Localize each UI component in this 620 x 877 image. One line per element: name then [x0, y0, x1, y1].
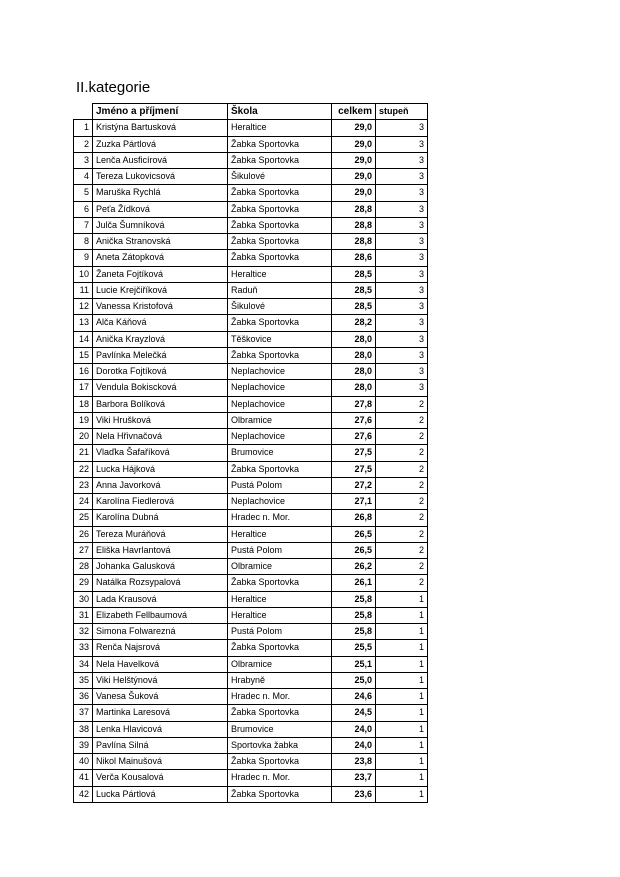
- row-school: Neplachovice: [228, 494, 332, 510]
- row-school: Olbramice: [228, 412, 332, 428]
- row-number: 13: [74, 315, 93, 331]
- table-row: [74, 721, 428, 737]
- row-school: Heraltice: [228, 266, 332, 282]
- row-total: 25,8: [332, 607, 376, 623]
- row-school: Žabka Sportovka: [228, 136, 332, 152]
- row-name: Renča Najsrová: [93, 640, 228, 656]
- row-name: Elizabeth Fellbaumová: [93, 607, 228, 623]
- table-row: [74, 152, 428, 168]
- row-name: Karolína Fiedlerová: [93, 494, 228, 510]
- table-row: [74, 331, 428, 347]
- row-name: Vendula Bokiscková: [93, 380, 228, 396]
- table-row: [74, 656, 428, 672]
- row-grade: 1: [376, 754, 428, 770]
- row-grade: 1: [376, 656, 428, 672]
- row-name: Vanesa Šuková: [93, 689, 228, 705]
- row-grade: 1: [376, 770, 428, 786]
- row-number: 29: [74, 575, 93, 591]
- row-name: Simona Folwarezná: [93, 624, 228, 640]
- row-name: Viki Hrušková: [93, 412, 228, 428]
- row-grade: 3: [376, 169, 428, 185]
- row-school: Žabka Sportovka: [228, 315, 332, 331]
- row-name: Martinka Laresová: [93, 705, 228, 721]
- row-name: Peťa Žídková: [93, 201, 228, 217]
- row-grade: 1: [376, 786, 428, 802]
- row-name: Lenka Hlavicová: [93, 721, 228, 737]
- row-grade: 2: [376, 510, 428, 526]
- row-total: 25,1: [332, 656, 376, 672]
- header-total: celkem: [332, 104, 376, 120]
- row-number: 26: [74, 526, 93, 542]
- table-row: [74, 412, 428, 428]
- row-name: Lucka Hájková: [93, 461, 228, 477]
- row-name: Karolína Dubná: [93, 510, 228, 526]
- row-grade: 1: [376, 607, 428, 623]
- row-school: Pustá Polom: [228, 542, 332, 558]
- table-row: [74, 689, 428, 705]
- row-grade: 1: [376, 624, 428, 640]
- row-number: 7: [74, 217, 93, 233]
- table-row: [74, 754, 428, 770]
- row-number: 21: [74, 445, 93, 461]
- row-grade: 3: [376, 299, 428, 315]
- row-total: 28,8: [332, 201, 376, 217]
- table-row: [74, 607, 428, 623]
- row-total: 29,0: [332, 136, 376, 152]
- row-name: Vanessa Kristofová: [93, 299, 228, 315]
- row-school: Neplachovice: [228, 396, 332, 412]
- row-school: Neplachovice: [228, 380, 332, 396]
- table-row: [74, 396, 428, 412]
- row-school: Žabka Sportovka: [228, 152, 332, 168]
- row-name: Johanka Galusková: [93, 559, 228, 575]
- row-school: Žabka Sportovka: [228, 250, 332, 266]
- row-number: 3: [74, 152, 93, 168]
- row-grade: 3: [376, 331, 428, 347]
- results-table: [73, 103, 428, 803]
- row-total: 27,5: [332, 461, 376, 477]
- row-total: 28,5: [332, 299, 376, 315]
- row-total: 28,0: [332, 331, 376, 347]
- row-school: Hradec n. Mor.: [228, 689, 332, 705]
- row-name: Verča Kousalová: [93, 770, 228, 786]
- row-school: Těškovice: [228, 331, 332, 347]
- table-row: [74, 461, 428, 477]
- table-row: [74, 315, 428, 331]
- row-grade: 3: [376, 120, 428, 136]
- row-grade: 1: [376, 737, 428, 753]
- row-name: Žaneta Fojtíková: [93, 266, 228, 282]
- row-grade: 3: [376, 152, 428, 168]
- table-row: [74, 477, 428, 493]
- row-number: 28: [74, 559, 93, 575]
- row-number: 23: [74, 477, 93, 493]
- table-row: [74, 705, 428, 721]
- table-row: [74, 250, 428, 266]
- header-number: [74, 104, 93, 120]
- row-total: 26,8: [332, 510, 376, 526]
- row-number: 31: [74, 607, 93, 623]
- table-row: [74, 526, 428, 542]
- row-school: Žabka Sportovka: [228, 640, 332, 656]
- row-school: Hradec n. Mor.: [228, 510, 332, 526]
- row-number: 6: [74, 201, 93, 217]
- row-number: 1: [74, 120, 93, 136]
- row-name: Kristýna Bartusková: [93, 120, 228, 136]
- row-number: 37: [74, 705, 93, 721]
- row-total: 28,0: [332, 347, 376, 363]
- row-number: 25: [74, 510, 93, 526]
- row-school: Sportovka žabka: [228, 737, 332, 753]
- row-number: 35: [74, 672, 93, 688]
- row-school: Žabka Sportovka: [228, 786, 332, 802]
- row-grade: 3: [376, 266, 428, 282]
- row-name: Julča Šumníková: [93, 217, 228, 233]
- header-school: Škola: [228, 104, 332, 120]
- table-row: [74, 559, 428, 575]
- table-row: [74, 347, 428, 363]
- table-row: [74, 380, 428, 396]
- row-name: Lucka Pártlová: [93, 786, 228, 802]
- table-row: [74, 185, 428, 201]
- row-grade: 3: [376, 282, 428, 298]
- row-school: Žabka Sportovka: [228, 461, 332, 477]
- row-grade: 3: [376, 185, 428, 201]
- row-name: Nela Havelková: [93, 656, 228, 672]
- row-total: 28,2: [332, 315, 376, 331]
- row-number: 18: [74, 396, 93, 412]
- row-school: Žabka Sportovka: [228, 754, 332, 770]
- row-name: Barbora Bolíková: [93, 396, 228, 412]
- row-number: 36: [74, 689, 93, 705]
- table-row: [74, 120, 428, 136]
- row-number: 19: [74, 412, 93, 428]
- row-grade: 3: [376, 234, 428, 250]
- row-school: Raduň: [228, 282, 332, 298]
- row-name: Alča Káňová: [93, 315, 228, 331]
- row-number: 24: [74, 494, 93, 510]
- row-school: Neplachovice: [228, 429, 332, 445]
- row-total: 25,5: [332, 640, 376, 656]
- row-total: 27,1: [332, 494, 376, 510]
- row-number: 42: [74, 786, 93, 802]
- table-row: [74, 494, 428, 510]
- header-grade: stupeň: [376, 104, 428, 120]
- row-name: Lucie Krejčiříková: [93, 282, 228, 298]
- row-name: Tereza Lukovicsová: [93, 169, 228, 185]
- row-grade: 2: [376, 559, 428, 575]
- row-number: 30: [74, 591, 93, 607]
- row-total: 24,5: [332, 705, 376, 721]
- table-row: [74, 542, 428, 558]
- row-total: 29,0: [332, 185, 376, 201]
- row-total: 28,8: [332, 217, 376, 233]
- header-row: [74, 104, 428, 120]
- table-row: [74, 266, 428, 282]
- page-title: II.kategorie: [76, 79, 151, 96]
- row-school: Šikulové: [228, 299, 332, 315]
- row-total: 26,1: [332, 575, 376, 591]
- row-grade: 3: [376, 380, 428, 396]
- row-number: 12: [74, 299, 93, 315]
- row-grade: 1: [376, 721, 428, 737]
- table-row: [74, 591, 428, 607]
- row-name: Eliška Havrlantová: [93, 542, 228, 558]
- table-row: [74, 786, 428, 802]
- row-grade: 2: [376, 494, 428, 510]
- row-grade: 2: [376, 526, 428, 542]
- table-row: [74, 136, 428, 152]
- row-name: Vlaďka Šafaříková: [93, 445, 228, 461]
- table-row: [74, 737, 428, 753]
- row-school: Žabka Sportovka: [228, 575, 332, 591]
- row-grade: 1: [376, 640, 428, 656]
- row-school: Neplachovice: [228, 364, 332, 380]
- row-grade: 3: [376, 201, 428, 217]
- table-row: [74, 624, 428, 640]
- row-name: Zuzka Pártlová: [93, 136, 228, 152]
- row-school: Hrabyně: [228, 672, 332, 688]
- header-name: Jméno a příjmení: [93, 104, 228, 120]
- row-total: 23,6: [332, 786, 376, 802]
- table-row: [74, 201, 428, 217]
- row-number: 15: [74, 347, 93, 363]
- row-total: 29,0: [332, 120, 376, 136]
- row-school: Žabka Sportovka: [228, 201, 332, 217]
- row-grade: 2: [376, 461, 428, 477]
- row-name: Lenča Ausficírová: [93, 152, 228, 168]
- row-total: 27,6: [332, 429, 376, 445]
- row-total: 29,0: [332, 169, 376, 185]
- row-number: 38: [74, 721, 93, 737]
- row-number: 4: [74, 169, 93, 185]
- row-total: 28,0: [332, 380, 376, 396]
- row-number: 2: [74, 136, 93, 152]
- row-total: 28,6: [332, 250, 376, 266]
- row-total: 26,5: [332, 542, 376, 558]
- row-name: Viki Helštýnová: [93, 672, 228, 688]
- row-number: 34: [74, 656, 93, 672]
- row-school: Žabka Sportovka: [228, 705, 332, 721]
- row-total: 24,0: [332, 721, 376, 737]
- row-number: 17: [74, 380, 93, 396]
- row-grade: 2: [376, 396, 428, 412]
- row-total: 28,8: [332, 234, 376, 250]
- row-total: 28,5: [332, 266, 376, 282]
- row-name: Pavlína Silná: [93, 737, 228, 753]
- row-school: Brumovice: [228, 445, 332, 461]
- row-total: 23,8: [332, 754, 376, 770]
- row-name: Maruška Rychlá: [93, 185, 228, 201]
- row-number: 27: [74, 542, 93, 558]
- row-number: 16: [74, 364, 93, 380]
- row-grade: 3: [376, 347, 428, 363]
- row-number: 5: [74, 185, 93, 201]
- row-grade: 3: [376, 136, 428, 152]
- row-school: Žabka Sportovka: [228, 234, 332, 250]
- row-grade: 1: [376, 689, 428, 705]
- table-row: [74, 770, 428, 786]
- row-name: Anna Javorková: [93, 477, 228, 493]
- row-grade: 2: [376, 429, 428, 445]
- row-number: 39: [74, 737, 93, 753]
- table-row: [74, 445, 428, 461]
- row-school: Heraltice: [228, 526, 332, 542]
- row-total: 28,5: [332, 282, 376, 298]
- table-row: [74, 510, 428, 526]
- row-total: 27,6: [332, 412, 376, 428]
- row-total: 26,5: [332, 526, 376, 542]
- row-total: 27,5: [332, 445, 376, 461]
- row-total: 24,6: [332, 689, 376, 705]
- row-school: Olbramice: [228, 656, 332, 672]
- row-school: Šikulové: [228, 169, 332, 185]
- row-total: 27,2: [332, 477, 376, 493]
- row-name: Anička Stranovská: [93, 234, 228, 250]
- row-grade: 3: [376, 315, 428, 331]
- table-row: [74, 429, 428, 445]
- row-name: Nela Hřivnačová: [93, 429, 228, 445]
- row-total: 25,8: [332, 624, 376, 640]
- row-school: Heraltice: [228, 607, 332, 623]
- row-school: Pustá Polom: [228, 477, 332, 493]
- row-name: Lada Krausová: [93, 591, 228, 607]
- row-school: Žabka Sportovka: [228, 217, 332, 233]
- row-school: Heraltice: [228, 591, 332, 607]
- row-name: Aneta Zátopková: [93, 250, 228, 266]
- row-grade: 2: [376, 477, 428, 493]
- table-row: [74, 299, 428, 315]
- results-body: [74, 120, 428, 803]
- row-number: 33: [74, 640, 93, 656]
- row-total: 25,8: [332, 591, 376, 607]
- row-school: Heraltice: [228, 120, 332, 136]
- table-row: [74, 672, 428, 688]
- table-row: [74, 575, 428, 591]
- row-school: Pustá Polom: [228, 624, 332, 640]
- row-name: Dorotka Fojtíková: [93, 364, 228, 380]
- row-school: Hradec n. Mor.: [228, 770, 332, 786]
- row-grade: 2: [376, 575, 428, 591]
- row-grade: 3: [376, 364, 428, 380]
- row-grade: 3: [376, 250, 428, 266]
- row-grade: 1: [376, 672, 428, 688]
- row-total: 26,2: [332, 559, 376, 575]
- row-name: Tereza Muráňová: [93, 526, 228, 542]
- row-total: 28,0: [332, 364, 376, 380]
- row-grade: 2: [376, 412, 428, 428]
- row-number: 22: [74, 461, 93, 477]
- row-number: 8: [74, 234, 93, 250]
- row-grade: 1: [376, 591, 428, 607]
- row-grade: 2: [376, 445, 428, 461]
- row-school: Brumovice: [228, 721, 332, 737]
- table-row: [74, 364, 428, 380]
- table-row: [74, 169, 428, 185]
- row-number: 41: [74, 770, 93, 786]
- row-number: 20: [74, 429, 93, 445]
- row-total: 25,0: [332, 672, 376, 688]
- row-name: Natálka Rozsypalová: [93, 575, 228, 591]
- row-name: Anička Krayzlová: [93, 331, 228, 347]
- row-total: 29,0: [332, 152, 376, 168]
- row-number: 9: [74, 250, 93, 266]
- row-name: Nikol Mainušová: [93, 754, 228, 770]
- table-row: [74, 282, 428, 298]
- row-grade: 1: [376, 705, 428, 721]
- row-total: 24,0: [332, 737, 376, 753]
- row-number: 10: [74, 266, 93, 282]
- row-total: 27,8: [332, 396, 376, 412]
- row-school: Žabka Sportovka: [228, 347, 332, 363]
- row-name: Pavlínka Melečká: [93, 347, 228, 363]
- row-number: 14: [74, 331, 93, 347]
- row-grade: 2: [376, 542, 428, 558]
- row-total: 23,7: [332, 770, 376, 786]
- row-number: 40: [74, 754, 93, 770]
- row-school: Žabka Sportovka: [228, 185, 332, 201]
- row-school: Olbramice: [228, 559, 332, 575]
- row-number: 32: [74, 624, 93, 640]
- row-grade: 3: [376, 217, 428, 233]
- row-number: 11: [74, 282, 93, 298]
- table-row: [74, 217, 428, 233]
- table-row: [74, 234, 428, 250]
- table-row: [74, 640, 428, 656]
